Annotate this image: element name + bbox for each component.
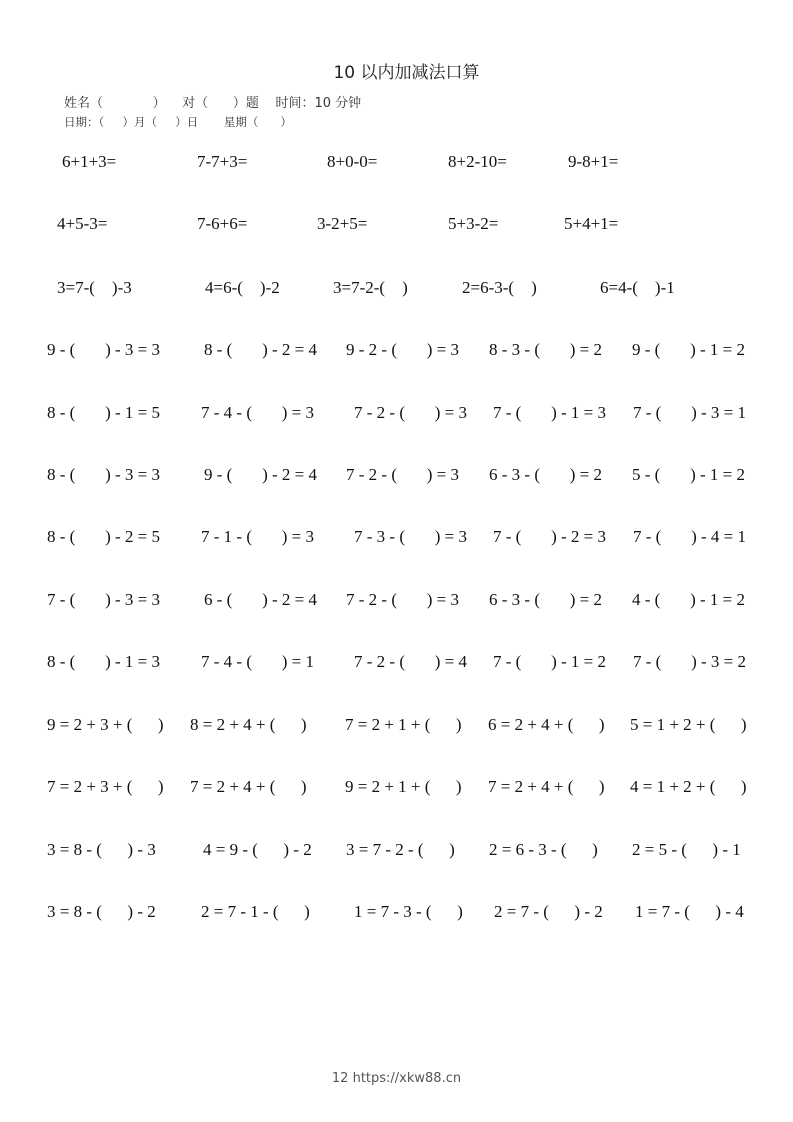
- math-problem: 9 - 2 - ( ) = 3: [346, 340, 459, 359]
- problem-row: [0, 465, 793, 489]
- math-problem: 7 - 2 - ( ) = 3: [354, 403, 467, 422]
- math-problem: 7 - 2 - ( ) = 3: [346, 465, 459, 484]
- math-problem: 7 - ( ) - 3 = 1: [633, 403, 746, 422]
- math-problem: 2 = 5 - ( ) - 1: [632, 840, 741, 859]
- math-problem: 8 = 2 + 4 + ( ): [190, 715, 307, 734]
- math-problem: 9-8+1=: [568, 152, 619, 171]
- math-problem: 7 - 4 - ( ) = 1: [201, 652, 314, 671]
- math-problem: 9 = 2 + 1 + ( ): [345, 777, 462, 796]
- math-problem: 8 - ( ) - 1 = 3: [47, 652, 160, 671]
- math-problem: 7 - 3 - ( ) = 3: [354, 527, 467, 546]
- math-problem: 2 = 7 - 1 - ( ): [201, 902, 310, 921]
- problem-row: [0, 652, 793, 676]
- problem-row: [0, 340, 793, 364]
- math-problem: 7 = 2 + 1 + ( ): [345, 715, 462, 734]
- math-problem: 6 - 3 - ( ) = 2: [489, 590, 602, 609]
- math-problem: 3=7-2-( ): [333, 278, 408, 297]
- math-problem: 7-6+6=: [197, 214, 248, 233]
- math-problem: 4+5-3=: [57, 214, 108, 233]
- math-problem: 7 - 2 - ( ) = 4: [354, 652, 467, 671]
- math-problem: 6 = 2 + 4 + ( ): [488, 715, 605, 734]
- math-problem: 4=6-( )-2: [205, 278, 280, 297]
- math-problem: 7 - ( ) - 3 = 3: [47, 590, 160, 609]
- math-problem: 6+1+3=: [62, 152, 117, 171]
- header-name-score-time: 姓名（ ） 对（ ）题 时间：10 分钟: [64, 96, 362, 111]
- math-problem: 2 = 6 - 3 - ( ): [489, 840, 598, 859]
- math-problem: 8 - ( ) - 1 = 5: [47, 403, 160, 422]
- problem-row: [0, 902, 793, 926]
- math-problem: 9 = 2 + 3 + ( ): [47, 715, 164, 734]
- math-problem: 7 - ( ) - 3 = 2: [633, 652, 746, 671]
- problem-row: [0, 403, 793, 427]
- math-problem: 3-2+5=: [317, 214, 368, 233]
- problem-row: [0, 152, 793, 176]
- problem-row: [0, 777, 793, 801]
- math-problem: 5 - ( ) - 1 = 2: [632, 465, 745, 484]
- problem-row: [0, 214, 793, 238]
- problem-row: [0, 590, 793, 614]
- math-problem: 5+4+1=: [564, 214, 619, 233]
- math-problem: 4 = 9 - ( ) - 2: [203, 840, 312, 859]
- math-problem: 6 - ( ) - 2 = 4: [204, 590, 317, 609]
- math-problem: 3 = 7 - 2 - ( ): [346, 840, 455, 859]
- math-problem: 5 = 1 + 2 + ( ): [630, 715, 747, 734]
- math-problem: 4 = 1 + 2 + ( ): [630, 777, 747, 796]
- math-problem: 3 = 8 - ( ) - 3: [47, 840, 156, 859]
- math-problem: 8+2-10=: [448, 152, 507, 171]
- math-problem: 5+3-2=: [448, 214, 499, 233]
- problem-row: [0, 278, 793, 302]
- math-problem: 8 - ( ) - 2 = 4: [204, 340, 317, 359]
- math-problem: 9 - ( ) - 1 = 2: [632, 340, 745, 359]
- math-problem: 2=6-3-( ): [462, 278, 537, 297]
- problem-row: [0, 840, 793, 864]
- math-problem: 7 - 1 - ( ) = 3: [201, 527, 314, 546]
- worksheet-title: 10 以内加减法口算: [333, 63, 480, 83]
- math-problem: 7 - ( ) - 2 = 3: [493, 527, 606, 546]
- math-problem: 8 - ( ) - 2 = 5: [47, 527, 160, 546]
- math-problem: 7 - 4 - ( ) = 3: [201, 403, 314, 422]
- math-problem: 1 = 7 - ( ) - 4: [635, 902, 744, 921]
- math-problem: 7 = 2 + 3 + ( ): [47, 777, 164, 796]
- problem-row: [0, 527, 793, 551]
- math-problem: 8 - 3 - ( ) = 2: [489, 340, 602, 359]
- header-date-weekday: 日期：（ ）月（ ）日 星期（ ）: [64, 115, 292, 129]
- math-problem: 6 - 3 - ( ) = 2: [489, 465, 602, 484]
- math-problem: 8+0-0=: [327, 152, 378, 171]
- math-problem: 9 - ( ) - 2 = 4: [204, 465, 317, 484]
- math-problem: 7 - ( ) - 4 = 1: [633, 527, 746, 546]
- math-problem: 1 = 7 - 3 - ( ): [354, 902, 463, 921]
- math-problem: 8 - ( ) - 3 = 3: [47, 465, 160, 484]
- math-problem: 6=4-( )-1: [600, 278, 675, 297]
- math-problem: 7-7+3=: [197, 152, 248, 171]
- math-problem: 7 - ( ) - 1 = 2: [493, 652, 606, 671]
- math-problem: 4 - ( ) - 1 = 2: [632, 590, 745, 609]
- math-problem: 3=7-( )-3: [57, 278, 132, 297]
- problem-row: [0, 715, 793, 739]
- page-footer: 12 https://xkw88.cn: [331, 1071, 462, 1086]
- math-problem: 7 = 2 + 4 + ( ): [190, 777, 307, 796]
- math-problem: 2 = 7 - ( ) - 2: [494, 902, 603, 921]
- math-problem: 7 = 2 + 4 + ( ): [488, 777, 605, 796]
- math-problem: 7 - ( ) - 1 = 3: [493, 403, 606, 422]
- math-problem: 7 - 2 - ( ) = 3: [346, 590, 459, 609]
- math-problem: 3 = 8 - ( ) - 2: [47, 902, 156, 921]
- math-problem: 9 - ( ) - 3 = 3: [47, 340, 160, 359]
